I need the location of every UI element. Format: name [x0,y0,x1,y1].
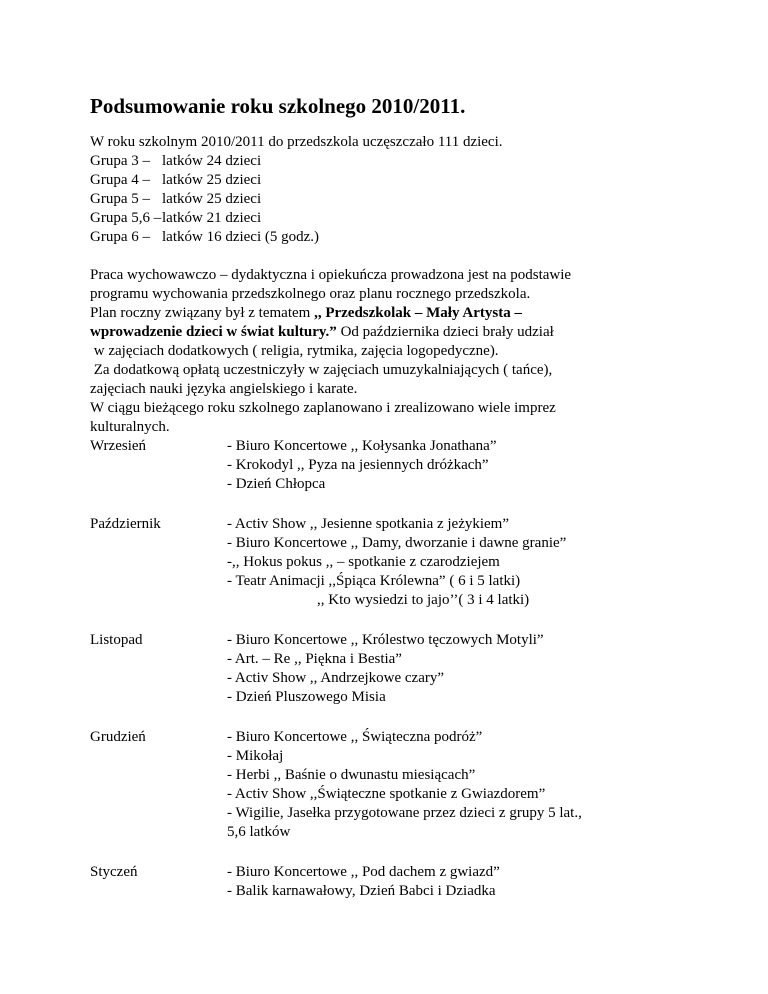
event-item: - Dzień Chłopca [227,476,326,492]
paragraph-line [90,323,730,342]
group-row [90,209,730,228]
group-row [90,171,730,190]
paragraph-line: zajęciach nauki języka angielskiego i karate. [90,381,358,397]
paragraph-line: programu wychowania przedszkolnego oraz planu rocznego przedszkola. [90,286,531,302]
paragraph-line: w zajęciach dodatkowych ( religia, rytmika, zajęcia logopedyczne). [90,343,499,359]
event-item: -,, Hokus pokus ,, – spotkanie z czarodziejem [227,554,500,570]
group-label: Grupa 3 – [90,153,150,169]
document-page [90,92,730,901]
month-section [90,728,730,842]
events-schedule [90,437,730,901]
month-events [227,437,730,494]
month-name: Wrzesień [90,438,147,454]
event-item: - Biuro Koncertowe ,, Pod dachem z gwiazd” [227,864,500,880]
paragraph-line: W ciągu bieżącego roku szkolnego zaplanowano i zrealizowano wiele imprez [90,400,556,416]
event-item: - Art. – Re ,, Piękna i Bestia” [227,651,402,667]
event-item: - Biuro Koncertowe ,, Damy, dworzanie i dawne granie” [227,535,567,551]
event-item: 5,6 latków [227,824,291,840]
group-value: latków 24 dzieci [162,153,262,169]
group-value: latków 25 dzieci [162,191,262,207]
month-name: Grudzień [90,729,146,745]
theme-title-bold: ,, Przedszkolak – Mały Artysta – [314,305,522,321]
description-paragraph [90,266,730,437]
month-section [90,863,730,901]
month-events [227,631,730,707]
event-item: - Teatr Animacji ,,Śpiąca Królewna” ( 6 i 5 latki) [227,573,521,589]
page-title: Podsumowanie roku szkolnego 2010/2011. [90,94,466,118]
event-item: - Activ Show ,, Jesienne spotkania z jeżykiem” [227,516,510,532]
group-row [90,190,730,209]
group-label: Grupa 5,6 – [90,210,162,226]
event-item: - Biuro Koncertowe ,, Królestwo tęczowych Motyli” [227,632,544,648]
paragraph-line: Za dodatkową opłatą uczestniczyły w zajęciach umuzykalniających ( tańce), [90,362,553,378]
event-item: - Dzień Pluszowego Misia [227,689,386,705]
theme-title-bold: wprowadzenie dzieci w świat kultury.” [90,324,337,340]
month-name: Styczeń [90,864,138,880]
event-item: - Krokodyl ,, Pyza na jesiennych dróżkach” [227,457,489,473]
month-events [227,728,730,842]
month-events [227,515,730,610]
event-item: - Mikołaj [227,748,284,764]
event-item: ,, Kto wysiedzi to jajo’’( 3 i 4 latki) [227,592,530,608]
event-item: - Balik karnawałowy, Dzień Babci i Dziadka [227,883,496,899]
event-item: - Activ Show ,, Andrzejkowe czary” [227,670,445,686]
group-value: latków 21 dzieci [162,210,262,226]
paragraph-text: Plan roczny związany był z tematem [90,305,315,321]
group-row [90,152,730,171]
paragraph-line: kulturalnych. [90,419,170,435]
month-events [227,863,730,901]
event-item: - Biuro Koncertowe ,, Świąteczna podróż” [227,729,483,745]
group-label: Grupa 4 – [90,172,150,188]
month-section [90,515,730,610]
group-row [90,228,730,247]
month-section [90,631,730,707]
event-item: - Herbi ,, Baśnie o dwunastu miesiącach” [227,767,476,783]
intro-text: W roku szkolnym 2010/2011 do przedszkola uczęszczało 111 dzieci. [90,134,503,150]
month-section [90,437,730,494]
group-label: Grupa 5 – [90,191,150,207]
event-item: - Wigilie, Jasełka przygotowane przez dzieci z grupy 5 lat., [227,805,582,821]
month-name: Listopad [90,632,143,648]
paragraph-line [90,304,730,323]
group-value: latków 25 dzieci [162,172,262,188]
event-item: - Activ Show ,,Świąteczne spotkanie z Gwiazdorem” [227,786,546,802]
groups-list [90,152,730,247]
paragraph-line: Praca wychowawczo – dydaktyczna i opiekuńcza prowadzona jest na podstawie [90,267,572,283]
month-name: Październik [90,516,161,532]
paragraph-text: Od października dzieci brały udział [336,324,554,340]
event-item: - Biuro Koncertowe ,, Kołysanka Jonathana” [227,438,497,454]
group-value: latków 16 dzieci (5 godz.) [162,229,320,245]
group-label: Grupa 6 – [90,229,150,245]
